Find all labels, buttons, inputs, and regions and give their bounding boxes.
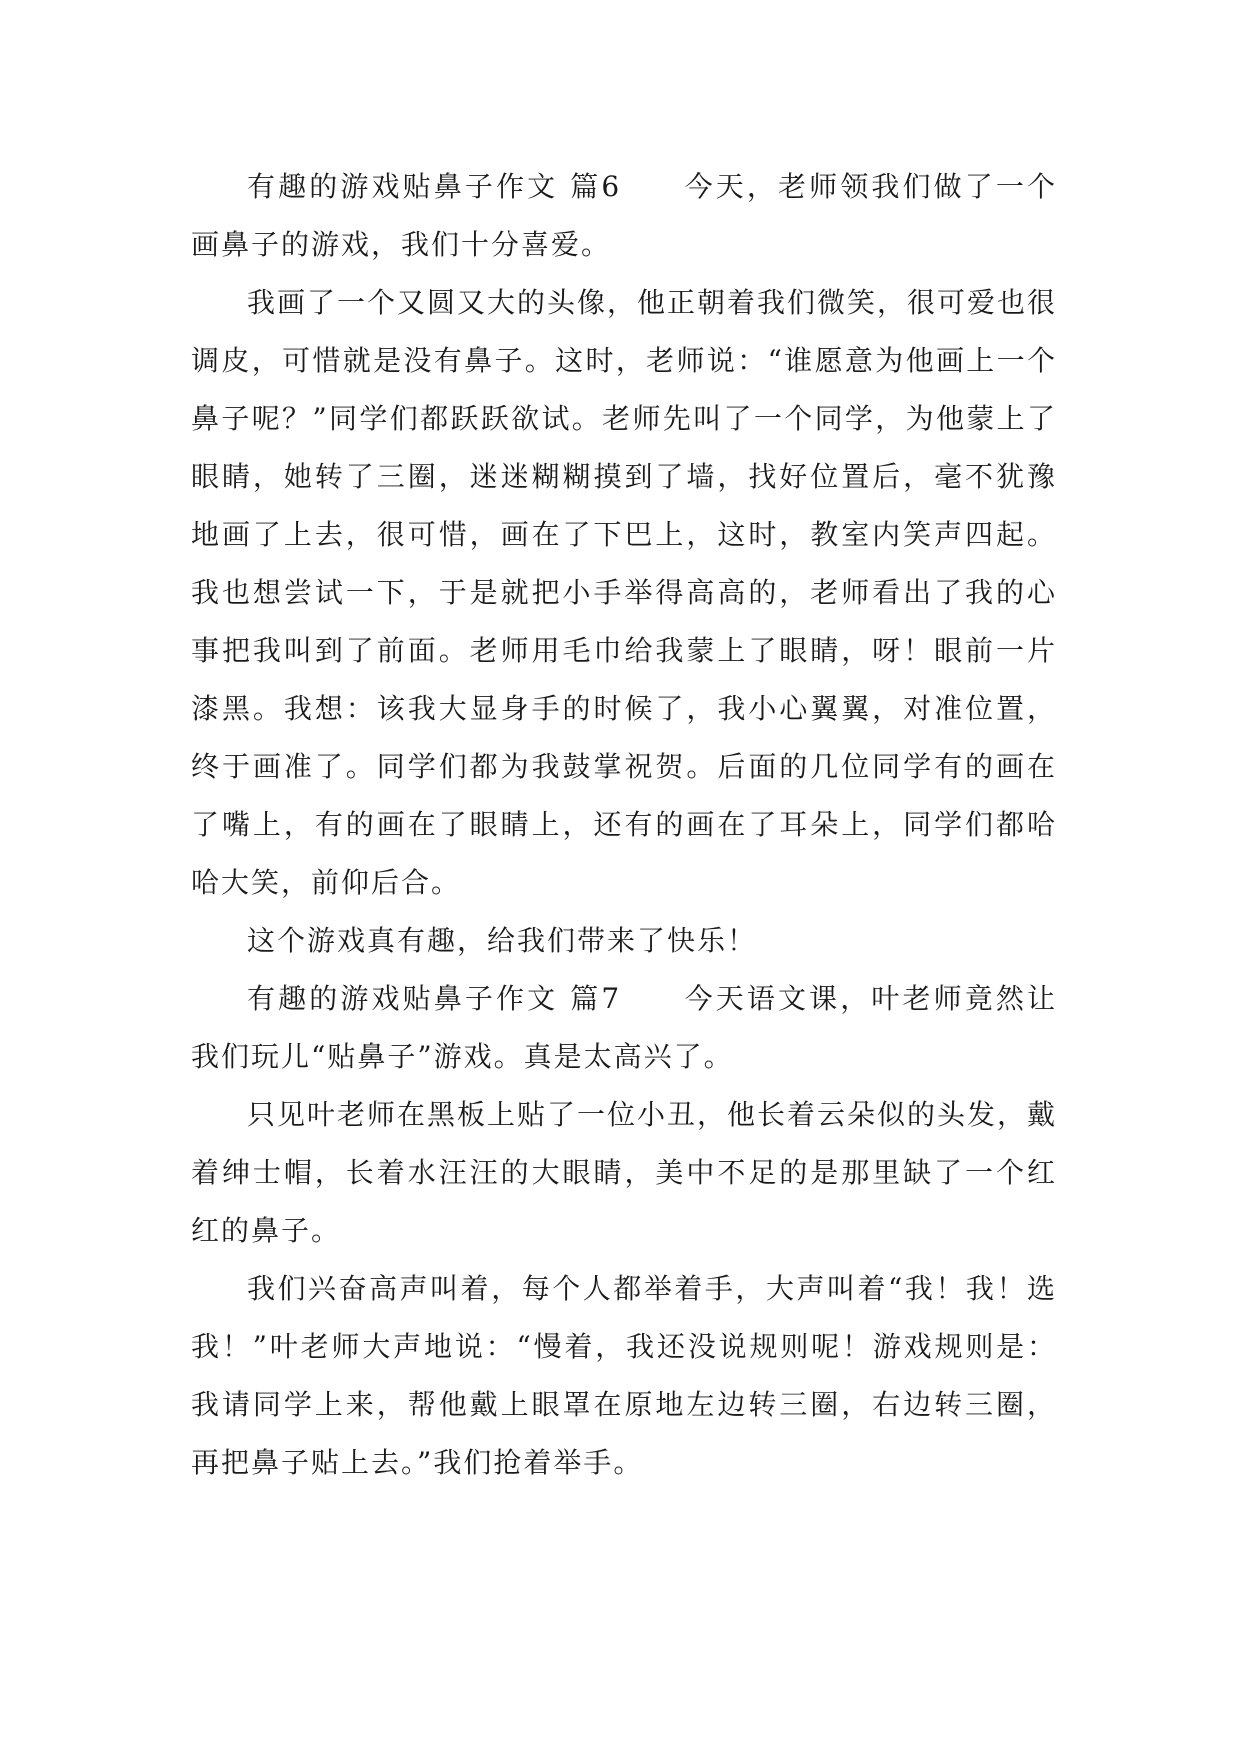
paragraph-4: 有趣的游戏贴鼻子作文 篇7 今天语文课，叶老师竟然让我们玩儿“贴鼻子”游戏。真是太高兴了。 [191, 982, 1057, 1073]
paragraph-5: 只见叶老师在黑板上贴了一位小丑，他长着云朵似的头发，戴着绅士帽，长着水汪汪的大眼睛，美中不足的是那里缺了一个红红的鼻子。 [191, 1098, 1058, 1247]
paragraph-1: 有趣的游戏贴鼻子作文 篇6 今天，老师领我们做了一个画鼻子的游戏，我们十分喜爱。 [191, 170, 1057, 261]
paragraph-3: 这个游戏真有趣，给我们带来了快乐！ [247, 924, 758, 957]
paragraph-2: 我画了一个又圆又大的头像，他正朝着我们微笑，很可爱也很调皮，可惜就是没有鼻子。这时，老师说：“谁愿意为他画上一个鼻子呢？”同学们都跃跃欲试。老师先叫了一个同学，为他蒙上了眼睛，她转了三圈，迷迷糊糊摸到了墙，找好位置后，毫不犹豫地画了上去，很可惜，画在了下巴上，这时，教室内笑声四起。我也想尝试一下，于是就把小手举得高高的，老师看出了我的心事把我叫到了前面。老师用毛巾给我蒙上了眼睛，呀！眼前一片漆黑。我想：该我大显身手的时候了，我小心翼翼，对准位置，终于画准了。同学们都为我鼓掌祝贺。后面的几位同学有的画在了嘴上，有的画在了眼睛上，还有的画在了耳朵上，同学们都哈哈大笑，前仰后合。 [191, 286, 1058, 899]
paragraph-6: 我们兴奋高声叫着，每个人都举着手，大声叫着“我！我！选我！”叶老师大声地说：“慢着，我还没说规则呢！游戏规则是：我请同学上来，帮他戴上眼罩在原地左边转三圈，右边转三圈，再把鼻子贴上去。”我们抢着举手。 [191, 1272, 1057, 1479]
document-page [191, 158, 1057, 1492]
